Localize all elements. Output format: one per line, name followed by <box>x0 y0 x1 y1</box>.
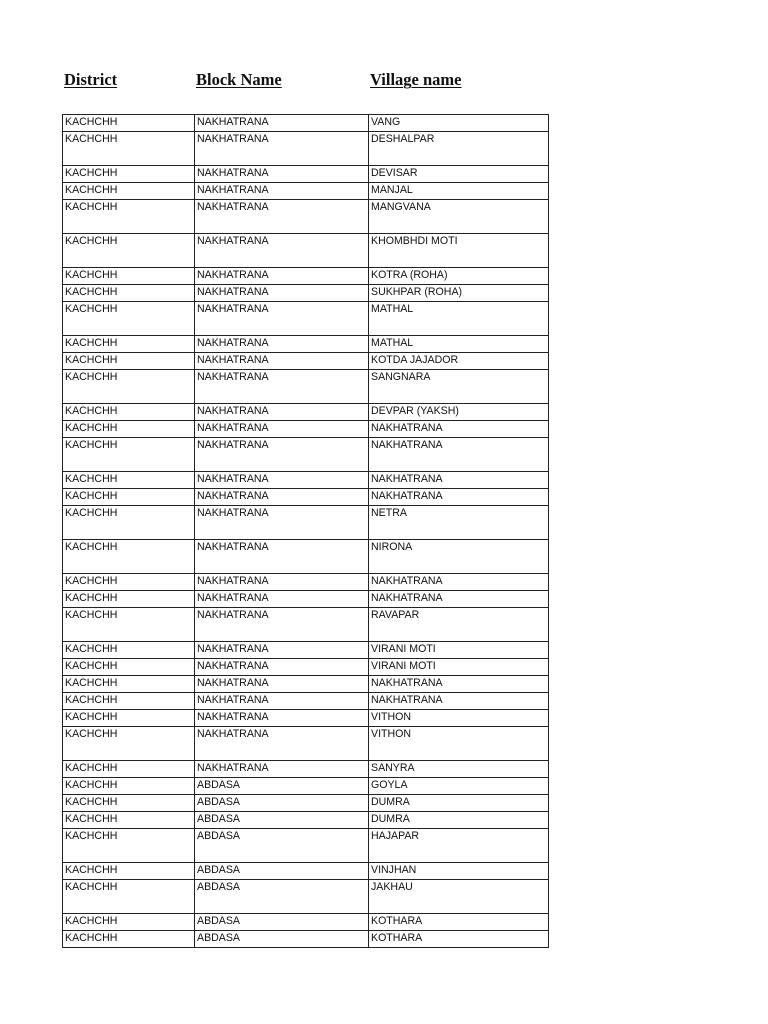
table-row <box>63 489 549 506</box>
district-cell: KACHCHH <box>63 166 195 183</box>
village-name-cell: VIRANI MOTI <box>369 659 549 676</box>
district-cell: KACHCHH <box>63 778 195 795</box>
table-row <box>63 574 549 591</box>
block-name-cell: ABDASA <box>195 812 369 829</box>
block-name-cell: NAKHATRANA <box>195 727 369 761</box>
village-name-cell: MATHAL <box>369 302 549 336</box>
village-name-cell: NETRA <box>369 506 549 540</box>
block-name-cell: NAKHATRANA <box>195 166 369 183</box>
table-row <box>63 931 549 948</box>
block-name-cell: NAKHATRANA <box>195 608 369 642</box>
header-district: District <box>64 70 118 89</box>
district-cell: KACHCHH <box>63 676 195 693</box>
block-name-cell: NAKHATRANA <box>195 676 369 693</box>
district-cell: KACHCHH <box>63 931 195 948</box>
village-name-cell: RAVAPAR <box>369 608 549 642</box>
table-row <box>63 778 549 795</box>
district-cell: KACHCHH <box>63 268 195 285</box>
village-name-cell: MANGVANA <box>369 200 549 234</box>
district-cell: KACHCHH <box>63 370 195 404</box>
district-cell: KACHCHH <box>63 540 195 574</box>
header-block-name: Block Name <box>196 70 282 89</box>
block-name-cell: NAKHATRANA <box>195 302 369 336</box>
block-name-cell: ABDASA <box>195 778 369 795</box>
village-name-cell: MANJAL <box>369 183 549 200</box>
district-cell: KACHCHH <box>63 285 195 302</box>
block-name-cell: NAKHATRANA <box>195 421 369 438</box>
column-headers <box>0 70 768 94</box>
district-cell: KACHCHH <box>63 115 195 132</box>
district-cell: KACHCHH <box>63 642 195 659</box>
district-cell: KACHCHH <box>63 880 195 914</box>
village-name-cell: NAKHATRANA <box>369 676 549 693</box>
table-row <box>63 659 549 676</box>
block-name-cell: NAKHATRANA <box>195 540 369 574</box>
table-row <box>63 540 549 574</box>
district-cell: KACHCHH <box>63 812 195 829</box>
district-cell: KACHCHH <box>63 863 195 880</box>
district-cell: KACHCHH <box>63 693 195 710</box>
block-name-cell: ABDASA <box>195 931 369 948</box>
village-name-cell: DEVPAR (YAKSH) <box>369 404 549 421</box>
block-name-cell: NAKHATRANA <box>195 761 369 778</box>
table-row <box>63 608 549 642</box>
block-name-cell: NAKHATRANA <box>195 642 369 659</box>
table-row <box>63 676 549 693</box>
village-name-cell: KOTRA (ROHA) <box>369 268 549 285</box>
table-row <box>63 438 549 472</box>
district-cell: KACHCHH <box>63 234 195 268</box>
district-cell: KACHCHH <box>63 404 195 421</box>
table-row <box>63 795 549 812</box>
village-name-cell: GOYLA <box>369 778 549 795</box>
village-table-body <box>63 115 549 948</box>
table-row <box>63 506 549 540</box>
district-cell: KACHCHH <box>63 710 195 727</box>
district-cell: KACHCHH <box>63 132 195 166</box>
village-name-cell: KOTDA JAJADOR <box>369 353 549 370</box>
block-name-cell: NAKHATRANA <box>195 132 369 166</box>
table-row <box>63 302 549 336</box>
village-name-cell: HAJAPAR <box>369 829 549 863</box>
block-name-cell: NAKHATRANA <box>195 115 369 132</box>
block-name-cell: NAKHATRANA <box>195 404 369 421</box>
block-name-cell: ABDASA <box>195 829 369 863</box>
block-name-cell: NAKHATRANA <box>195 710 369 727</box>
district-cell: KACHCHH <box>63 200 195 234</box>
block-name-cell: NAKHATRANA <box>195 336 369 353</box>
village-name-cell: DESHALPAR <box>369 132 549 166</box>
block-name-cell: NAKHATRANA <box>195 370 369 404</box>
village-name-cell: KOTHARA <box>369 931 549 948</box>
district-cell: KACHCHH <box>63 914 195 931</box>
table-row <box>63 353 549 370</box>
village-name-cell: JAKHAU <box>369 880 549 914</box>
table-row <box>63 761 549 778</box>
district-cell: KACHCHH <box>63 761 195 778</box>
block-name-cell: ABDASA <box>195 795 369 812</box>
village-name-cell: DUMRA <box>369 795 549 812</box>
table-row <box>63 183 549 200</box>
district-cell: KACHCHH <box>63 574 195 591</box>
table-row <box>63 914 549 931</box>
block-name-cell: NAKHATRANA <box>195 234 369 268</box>
table-row <box>63 115 549 132</box>
block-name-cell: NAKHATRANA <box>195 489 369 506</box>
village-name-cell: MATHAL <box>369 336 549 353</box>
village-name-cell: NAKHATRANA <box>369 693 549 710</box>
block-name-cell: NAKHATRANA <box>195 438 369 472</box>
village-name-cell: NAKHATRANA <box>369 472 549 489</box>
district-cell: KACHCHH <box>63 183 195 200</box>
village-name-cell: KOTHARA <box>369 914 549 931</box>
block-name-cell: NAKHATRANA <box>195 506 369 540</box>
table-row <box>63 200 549 234</box>
village-name-cell: DUMRA <box>369 812 549 829</box>
table-row <box>63 693 549 710</box>
district-cell: KACHCHH <box>63 608 195 642</box>
block-name-cell: NAKHATRANA <box>195 268 369 285</box>
table-row <box>63 727 549 761</box>
district-cell: KACHCHH <box>63 795 195 812</box>
village-name-cell: NAKHATRANA <box>369 591 549 608</box>
block-name-cell: ABDASA <box>195 863 369 880</box>
table-row <box>63 812 549 829</box>
district-cell: KACHCHH <box>63 591 195 608</box>
district-cell: KACHCHH <box>63 506 195 540</box>
district-cell: KACHCHH <box>63 829 195 863</box>
district-cell: KACHCHH <box>63 353 195 370</box>
village-name-cell: SUKHPAR (ROHA) <box>369 285 549 302</box>
table-row <box>63 370 549 404</box>
table-row <box>63 591 549 608</box>
table-row <box>63 880 549 914</box>
table-row <box>63 404 549 421</box>
village-name-cell: NAKHATRANA <box>369 438 549 472</box>
block-name-cell: NAKHATRANA <box>195 200 369 234</box>
block-name-cell: NAKHATRANA <box>195 574 369 591</box>
village-name-cell: KHOMBHDI MOTI <box>369 234 549 268</box>
table-row <box>63 829 549 863</box>
village-name-cell: VITHON <box>369 710 549 727</box>
block-name-cell: NAKHATRANA <box>195 472 369 489</box>
block-name-cell: ABDASA <box>195 880 369 914</box>
village-name-cell: NAKHATRANA <box>369 421 549 438</box>
village-name-cell: NIRONA <box>369 540 549 574</box>
district-cell: KACHCHH <box>63 336 195 353</box>
village-name-cell: NAKHATRANA <box>369 489 549 506</box>
block-name-cell: ABDASA <box>195 914 369 931</box>
village-name-cell: DEVISAR <box>369 166 549 183</box>
district-cell: KACHCHH <box>63 727 195 761</box>
village-name-cell: NAKHATRANA <box>369 574 549 591</box>
block-name-cell: NAKHATRANA <box>195 591 369 608</box>
block-name-cell: NAKHATRANA <box>195 285 369 302</box>
district-cell: KACHCHH <box>63 438 195 472</box>
village-name-cell: VANG <box>369 115 549 132</box>
district-cell: KACHCHH <box>63 489 195 506</box>
block-name-cell: NAKHATRANA <box>195 183 369 200</box>
block-name-cell: NAKHATRANA <box>195 693 369 710</box>
block-name-cell: NAKHATRANA <box>195 353 369 370</box>
table-row <box>63 642 549 659</box>
village-name-cell: SANYRA <box>369 761 549 778</box>
district-cell: KACHCHH <box>63 659 195 676</box>
header-village-name: Village name <box>370 70 462 89</box>
village-name-cell: VINJHAN <box>369 863 549 880</box>
table-row <box>63 472 549 489</box>
table-row <box>63 166 549 183</box>
table-row <box>63 336 549 353</box>
block-name-cell: NAKHATRANA <box>195 659 369 676</box>
village-name-cell: VITHON <box>369 727 549 761</box>
table-row <box>63 285 549 302</box>
table-row <box>63 268 549 285</box>
village-name-cell: SANGNARA <box>369 370 549 404</box>
table-row <box>63 132 549 166</box>
village-table <box>62 114 549 948</box>
district-cell: KACHCHH <box>63 302 195 336</box>
table-row <box>63 234 549 268</box>
district-cell: KACHCHH <box>63 421 195 438</box>
village-name-cell: VIRANI MOTI <box>369 642 549 659</box>
table-row <box>63 421 549 438</box>
table-row <box>63 863 549 880</box>
table-row <box>63 710 549 727</box>
district-cell: KACHCHH <box>63 472 195 489</box>
